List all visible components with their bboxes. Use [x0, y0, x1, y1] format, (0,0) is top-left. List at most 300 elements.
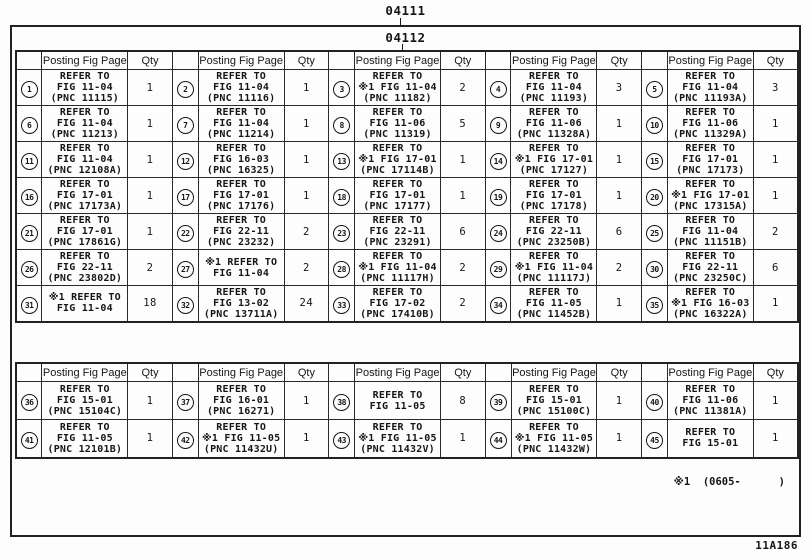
posting-fig-cell — [667, 420, 753, 458]
posting-fig-cell — [198, 106, 284, 142]
reference-text-line: REFER TO — [372, 421, 423, 433]
reference-text-line: (PNC 17176) — [206, 201, 276, 212]
header-posting-fig-page: Posting Fig Page — [198, 51, 284, 70]
item-number-cell — [329, 382, 355, 420]
reference-text-line: REFER TO — [685, 179, 736, 190]
item-number-badge: 5 — [646, 81, 663, 98]
item-number-cell — [642, 382, 668, 420]
table-row — [16, 214, 798, 250]
posting-fig-cell — [42, 178, 128, 214]
item-number-badge: 12 — [177, 153, 194, 170]
item-number-badge: 1 — [21, 81, 38, 98]
reference-text-line: REFER TO — [529, 179, 579, 190]
item-number-badge: 19 — [490, 189, 507, 206]
header-qty: Qty — [597, 363, 642, 382]
reference-text-line: (PNC 23802D) — [47, 273, 123, 284]
posting-fig-cell — [198, 70, 284, 106]
item-number-cell — [16, 382, 42, 420]
reference-text-line: REFER TO — [529, 71, 579, 82]
reference-text-line: REFER TO — [529, 286, 579, 298]
reference-text-line: (PNC 17315A) — [672, 201, 748, 212]
item-number-badge: 20 — [646, 189, 663, 206]
reference-text-line: (PNC 16271) — [206, 406, 276, 417]
reference-text-line: REFER TO — [372, 286, 423, 298]
reference-text-line: (PNC 11117J) — [516, 273, 592, 284]
posting-fig-cell — [667, 286, 753, 322]
item-number-cell — [329, 250, 355, 286]
item-number-badge: 15 — [646, 153, 663, 170]
item-number-badge: 4 — [490, 81, 507, 98]
header-qty: Qty — [128, 363, 173, 382]
qty-cell: 1 — [753, 106, 798, 142]
header-posting-fig-page: Posting Fig Page — [511, 363, 597, 382]
qty-cell: 2 — [284, 250, 329, 286]
reference-text-line: REFER TO — [372, 215, 423, 226]
table-row — [16, 142, 798, 178]
header-blank — [172, 363, 198, 382]
reference-text-line: REFER TO — [685, 215, 736, 226]
reference-text-line: (PNC 17177) — [363, 201, 432, 212]
reference-text-line: (PNC 23291) — [363, 237, 432, 248]
reference-table-1 — [15, 50, 799, 323]
qty-cell: 2 — [128, 250, 173, 286]
posting-fig-cell — [198, 142, 284, 178]
reference-text-line: REFER TO — [372, 251, 423, 262]
item-number-badge: 34 — [490, 297, 507, 314]
item-number-badge: 8 — [333, 117, 350, 134]
item-number-badge: 39 — [490, 394, 507, 411]
table-row — [16, 420, 798, 458]
item-number-badge: 25 — [646, 225, 663, 242]
item-number-badge: 13 — [333, 153, 350, 170]
reference-text-line: (PNC 16325) — [206, 165, 276, 176]
reference-text-line: (PNC 23232) — [206, 237, 276, 248]
item-number-cell — [16, 250, 42, 286]
qty-cell: 1 — [597, 286, 642, 322]
table-row — [16, 106, 798, 142]
reference-text-line: REFER TO — [685, 384, 736, 395]
item-number-cell — [485, 286, 511, 322]
reference-text-line: REFER TO — [685, 286, 736, 298]
reference-text-line: (PNC 11319) — [363, 129, 432, 140]
reference-text-line: (PNC 11329A) — [672, 129, 748, 140]
reference-text-line: ※1 FIG 11-05 — [201, 432, 281, 444]
reference-text-line: (PNC 12101B) — [47, 443, 123, 455]
posting-fig-cell — [667, 142, 753, 178]
item-number-cell — [16, 286, 42, 322]
posting-fig-cell — [667, 382, 753, 420]
item-number-cell — [641, 286, 667, 322]
reference-text-line: ※1 FIG 11-04 — [358, 82, 437, 93]
item-number-cell — [485, 420, 511, 458]
posting-fig-cell — [198, 250, 284, 286]
reference-text-line: (PNC 11151B) — [672, 237, 748, 248]
reference-text-line: FIG 11-04 — [56, 303, 113, 315]
reference-text-line: REFER TO — [372, 143, 423, 154]
reference-text-line: FIG 11-04 — [525, 82, 582, 93]
item-number-badge: 2 — [177, 81, 194, 98]
item-number-badge: 37 — [177, 394, 194, 411]
header-posting-fig-page: Posting Fig Page — [511, 51, 597, 70]
item-number-cell — [16, 420, 42, 458]
item-number-cell — [172, 178, 198, 214]
reference-text-line: (PNC 11432W) — [516, 443, 592, 455]
qty-cell: 1 — [441, 420, 486, 458]
reference-text-line: FIG 22-11 — [56, 262, 113, 273]
reference-text-line: REFER TO — [216, 143, 267, 154]
reference-text-line: ※1 FIG 17-01 — [671, 190, 750, 201]
reference-text-line: REFER TO — [685, 71, 736, 82]
qty-cell: 18 — [128, 286, 173, 322]
reference-text-line: (PNC 11193A) — [672, 93, 748, 104]
item-number-badge: 28 — [333, 261, 350, 278]
header-qty: Qty — [284, 363, 329, 382]
item-number-cell — [172, 382, 198, 420]
reference-text-line: ※1 FIG 17-01 — [358, 154, 437, 165]
reference-text-line: FIG 22-11 — [525, 226, 582, 237]
reference-text-line: REFER TO — [529, 384, 579, 395]
item-number-badge: 45 — [646, 432, 663, 449]
item-number-cell — [172, 214, 198, 250]
item-number-cell — [329, 214, 355, 250]
posting-fig-cell — [42, 106, 128, 142]
posting-fig-cell — [667, 70, 753, 106]
figure-number-04112: 04112 — [385, 30, 426, 45]
figure-group-box — [10, 25, 801, 537]
item-number-badge: 18 — [333, 189, 350, 206]
header-blank — [485, 51, 511, 70]
posting-fig-cell — [511, 106, 597, 142]
item-number-badge: 43 — [333, 432, 350, 449]
reference-text-line: REFER TO — [59, 421, 110, 433]
posting-fig-cell — [511, 250, 597, 286]
qty-cell: 3 — [753, 70, 798, 106]
qty-cell: 3 — [597, 70, 642, 106]
reference-text-line: (PNC 17114B) — [360, 165, 435, 176]
header-blank — [329, 363, 355, 382]
item-number-badge: 44 — [490, 432, 507, 449]
reference-text-line: FIG 11-06 — [682, 118, 739, 129]
reference-text-line: FIG 15-01 — [56, 395, 113, 406]
item-number-cell — [16, 142, 42, 178]
reference-text-line: FIG 17-01 — [56, 190, 113, 201]
item-number-badge: 26 — [21, 261, 38, 278]
item-number-cell — [172, 142, 198, 178]
item-number-cell — [172, 250, 198, 286]
item-number-badge: 35 — [646, 297, 663, 314]
reference-text-line: FIG 11-04 — [682, 82, 739, 93]
posting-fig-cell — [42, 250, 128, 286]
reference-text-line: FIG 22-11 — [369, 226, 426, 237]
reference-text-line: (PNC 11432U) — [203, 443, 279, 455]
reference-text-line: FIG 11-04 — [56, 154, 113, 165]
reference-text-line: FIG 16-03 — [213, 154, 270, 165]
item-number-badge: 32 — [177, 297, 194, 314]
qty-cell: 1 — [440, 142, 485, 178]
reference-text-line: FIG 22-11 — [213, 226, 270, 237]
item-number-badge: 29 — [490, 261, 507, 278]
qty-cell: 1 — [284, 420, 329, 458]
reference-text-line: (PNC 17410B) — [360, 308, 435, 320]
header-qty: Qty — [753, 51, 798, 70]
posting-fig-cell — [198, 420, 284, 458]
item-number-badge: 6 — [21, 117, 38, 134]
reference-text-line: REFER TO — [529, 251, 579, 262]
table-row — [16, 382, 798, 420]
item-number-badge: 24 — [490, 225, 507, 242]
qty-cell: 1 — [128, 214, 173, 250]
qty-cell: 2 — [597, 250, 642, 286]
header-blank — [172, 51, 198, 70]
item-number-badge: 14 — [490, 153, 507, 170]
qty-cell: 1 — [128, 142, 173, 178]
reference-text-line: REFER TO — [59, 71, 110, 82]
item-number-cell — [485, 142, 511, 178]
reference-text-line: FIG 17-01 — [525, 190, 582, 201]
reference-text-line: ※1 FIG 17-01 — [514, 154, 594, 165]
reference-text-line: REFER TO — [59, 143, 110, 154]
reference-text-line: (PNC 23250B) — [516, 237, 592, 248]
reference-text-line: FIG 17-01 — [56, 226, 113, 237]
qty-cell: 1 — [753, 420, 798, 458]
reference-text-line: REFER TO — [59, 107, 110, 118]
qty-cell: 1 — [753, 178, 798, 214]
header-blank — [641, 51, 667, 70]
item-number-badge: 7 — [177, 117, 194, 134]
item-number-cell — [485, 214, 511, 250]
item-number-badge: 41 — [21, 432, 38, 449]
reference-text-line: FIG 17-01 — [682, 154, 739, 165]
posting-fig-cell — [355, 178, 441, 214]
reference-text-line: (PNC 16322A) — [672, 308, 748, 320]
table-row — [16, 286, 798, 322]
reference-text-line: FIG 11-04 — [56, 118, 113, 129]
reference-text-line: FIG 17-01 — [369, 190, 426, 201]
reference-text-line: REFER TO — [216, 286, 267, 298]
reference-text-line: REFER TO — [216, 421, 267, 433]
reference-text-line: REFER TO — [529, 107, 579, 118]
qty-cell: 8 — [441, 382, 486, 420]
reference-text-line: FIG 11-04 — [213, 118, 270, 129]
posting-fig-cell — [355, 214, 441, 250]
qty-cell: 1 — [128, 106, 173, 142]
reference-text-line: ※1 FIG 11-05 — [358, 432, 437, 444]
reference-text-line: REFER TO — [529, 143, 579, 154]
header-qty: Qty — [284, 51, 329, 70]
header-blank — [329, 51, 355, 70]
reference-text-line: FIG 11-05 — [525, 297, 582, 309]
reference-text-line: REFER TO — [59, 215, 110, 226]
posting-fig-cell — [42, 420, 128, 458]
item-number-cell — [485, 70, 511, 106]
qty-cell: 1 — [597, 382, 642, 420]
posting-fig-cell — [667, 106, 753, 142]
header-qty: Qty — [753, 363, 798, 382]
qty-cell: 1 — [284, 178, 329, 214]
reference-text-line: REFER TO — [216, 179, 267, 190]
posting-fig-cell — [355, 70, 441, 106]
item-number-badge: 16 — [21, 189, 38, 206]
posting-fig-cell — [355, 250, 441, 286]
reference-text-line: FIG 11-06 — [525, 118, 582, 129]
reference-text-line: REFER TO — [59, 251, 110, 262]
reference-text-line: ※1 FIG 11-04 — [514, 262, 594, 273]
qty-cell: 1 — [753, 142, 798, 178]
reference-text-line: (PNC 11117H) — [360, 273, 435, 284]
item-number-cell — [329, 178, 355, 214]
item-number-badge: 10 — [646, 117, 663, 134]
posting-fig-cell — [511, 178, 597, 214]
reference-text-line: (PNC 11432V) — [360, 443, 435, 455]
item-number-cell — [172, 70, 198, 106]
item-number-cell — [172, 106, 198, 142]
figure-number-04111: 04111 — [385, 3, 426, 18]
item-number-cell — [329, 286, 355, 322]
item-number-cell — [641, 142, 667, 178]
item-number-cell — [329, 70, 355, 106]
reference-text-line: FIG 16-01 — [213, 395, 270, 406]
header-posting-fig-page: Posting Fig Page — [355, 51, 441, 70]
item-number-cell — [16, 178, 42, 214]
header-posting-fig-page: Posting Fig Page — [198, 363, 284, 382]
reference-text-line: FIG 11-06 — [682, 395, 739, 406]
posting-fig-cell — [511, 142, 597, 178]
reference-text-line: FIG 17-02 — [369, 297, 426, 309]
reference-text-line: (PNC 15100C) — [516, 406, 592, 417]
reference-text-line: REFER TO — [372, 107, 423, 118]
reference-text-line: (PNC 15104C) — [47, 406, 123, 417]
reference-text-line: REFER TO — [216, 71, 267, 82]
qty-cell: 6 — [753, 250, 798, 286]
reference-text-line: (PNC 11193) — [519, 93, 589, 104]
posting-fig-cell — [511, 214, 597, 250]
posting-fig-cell — [511, 382, 597, 420]
reference-text-line: REFER TO — [372, 179, 423, 190]
posting-fig-cell — [355, 106, 441, 142]
header-posting-fig-page: Posting Fig Page — [42, 51, 128, 70]
item-number-badge: 27 — [177, 261, 194, 278]
table-row — [16, 178, 798, 214]
item-number-cell — [172, 420, 198, 458]
connector-tick-top — [400, 18, 401, 25]
item-number-cell — [641, 70, 667, 106]
reference-text-line: REFER TO — [685, 107, 736, 118]
posting-fig-cell — [667, 178, 753, 214]
posting-fig-cell — [198, 214, 284, 250]
qty-cell: 6 — [440, 214, 485, 250]
reference-text-line: (PNC 23250C) — [672, 273, 748, 284]
reference-text-line: (PNC 11182) — [363, 93, 432, 104]
item-number-badge: 23 — [333, 225, 350, 242]
reference-text-line: REFER TO — [685, 143, 736, 154]
reference-text-line: (PNC 17127) — [519, 165, 589, 176]
table-row — [16, 250, 798, 286]
reference-text-line: (PNC 11116) — [206, 93, 276, 104]
qty-cell: 6 — [597, 214, 642, 250]
header-row — [16, 51, 798, 70]
posting-fig-cell — [355, 382, 441, 420]
item-number-cell — [485, 382, 511, 420]
item-number-cell — [485, 106, 511, 142]
reference-text-line: FIG 15-01 — [525, 395, 582, 406]
header-blank — [16, 363, 42, 382]
header-posting-fig-page: Posting Fig Page — [667, 51, 753, 70]
reference-text-line: (PNC 17861G) — [47, 237, 123, 248]
qty-cell: 2 — [440, 250, 485, 286]
qty-cell: 1 — [597, 178, 642, 214]
posting-fig-cell — [511, 420, 597, 458]
item-number-cell — [641, 250, 667, 286]
reference-text-line: (PNC 11213) — [50, 129, 120, 140]
reference-text-line: REFER TO — [216, 215, 267, 226]
reference-text-line: FIG 13-02 — [213, 297, 270, 309]
item-number-cell — [16, 214, 42, 250]
reference-text-line: ※1 REFER TO — [205, 256, 278, 268]
qty-cell: 1 — [440, 178, 485, 214]
reference-text-line: REFER TO — [59, 384, 110, 395]
reference-text-line: REFER TO — [529, 215, 579, 226]
footnote-effectivity: ※1 (0605- ) — [673, 476, 785, 488]
item-number-badge: 31 — [21, 297, 38, 314]
item-number-cell — [329, 420, 355, 458]
qty-cell: 2 — [440, 286, 485, 322]
qty-cell: 2 — [440, 70, 485, 106]
reference-text-line: FIG 11-04 — [682, 226, 739, 237]
posting-fig-cell — [355, 286, 441, 322]
reference-text-line: FIG 11-05 — [369, 400, 426, 412]
reference-text-line: (PNC 11452B) — [516, 308, 592, 320]
reference-text-line: REFER TO — [685, 427, 736, 439]
item-number-cell — [641, 106, 667, 142]
reference-text-line: REFER TO — [372, 71, 423, 82]
reference-text-line: ※1 FIG 11-05 — [514, 432, 594, 444]
reference-text-line: FIG 11-04 — [56, 82, 113, 93]
item-number-cell — [641, 214, 667, 250]
item-number-badge: 30 — [646, 261, 663, 278]
item-number-badge: 9 — [490, 117, 507, 134]
reference-text-line: (PNC 17173) — [676, 165, 745, 176]
qty-cell: 1 — [284, 70, 329, 106]
item-number-badge: 22 — [177, 225, 194, 242]
posting-fig-cell — [42, 286, 128, 322]
qty-cell: 1 — [753, 382, 798, 420]
reference-table-2 — [15, 362, 799, 459]
item-number-cell — [485, 178, 511, 214]
posting-fig-cell — [511, 70, 597, 106]
header-posting-fig-page: Posting Fig Page — [42, 363, 128, 382]
posting-fig-cell — [42, 382, 128, 420]
item-number-badge: 17 — [177, 189, 194, 206]
reference-text-line: REFER TO — [372, 389, 423, 401]
item-number-badge: 21 — [21, 225, 38, 242]
reference-text-line: (PNC 17178) — [519, 201, 589, 212]
posting-fig-cell — [667, 250, 753, 286]
item-number-badge: 11 — [21, 153, 38, 170]
reference-text-line: (PNC 13711A) — [203, 308, 279, 320]
reference-text-line: FIG 22-11 — [682, 262, 739, 273]
posting-fig-cell — [42, 70, 128, 106]
reference-text-line: (PNC 11115) — [50, 93, 120, 104]
qty-cell: 1 — [597, 106, 642, 142]
qty-cell: 1 — [128, 178, 173, 214]
reference-text-line: REFER TO — [529, 421, 579, 433]
item-number-cell — [172, 286, 198, 322]
posting-fig-cell — [42, 142, 128, 178]
reference-text-line: FIG 15-01 — [682, 438, 739, 450]
qty-cell: 5 — [440, 106, 485, 142]
reference-text-line: (PNC 11381A) — [672, 406, 748, 417]
reference-text-line: (PNC 17173A) — [47, 201, 123, 212]
